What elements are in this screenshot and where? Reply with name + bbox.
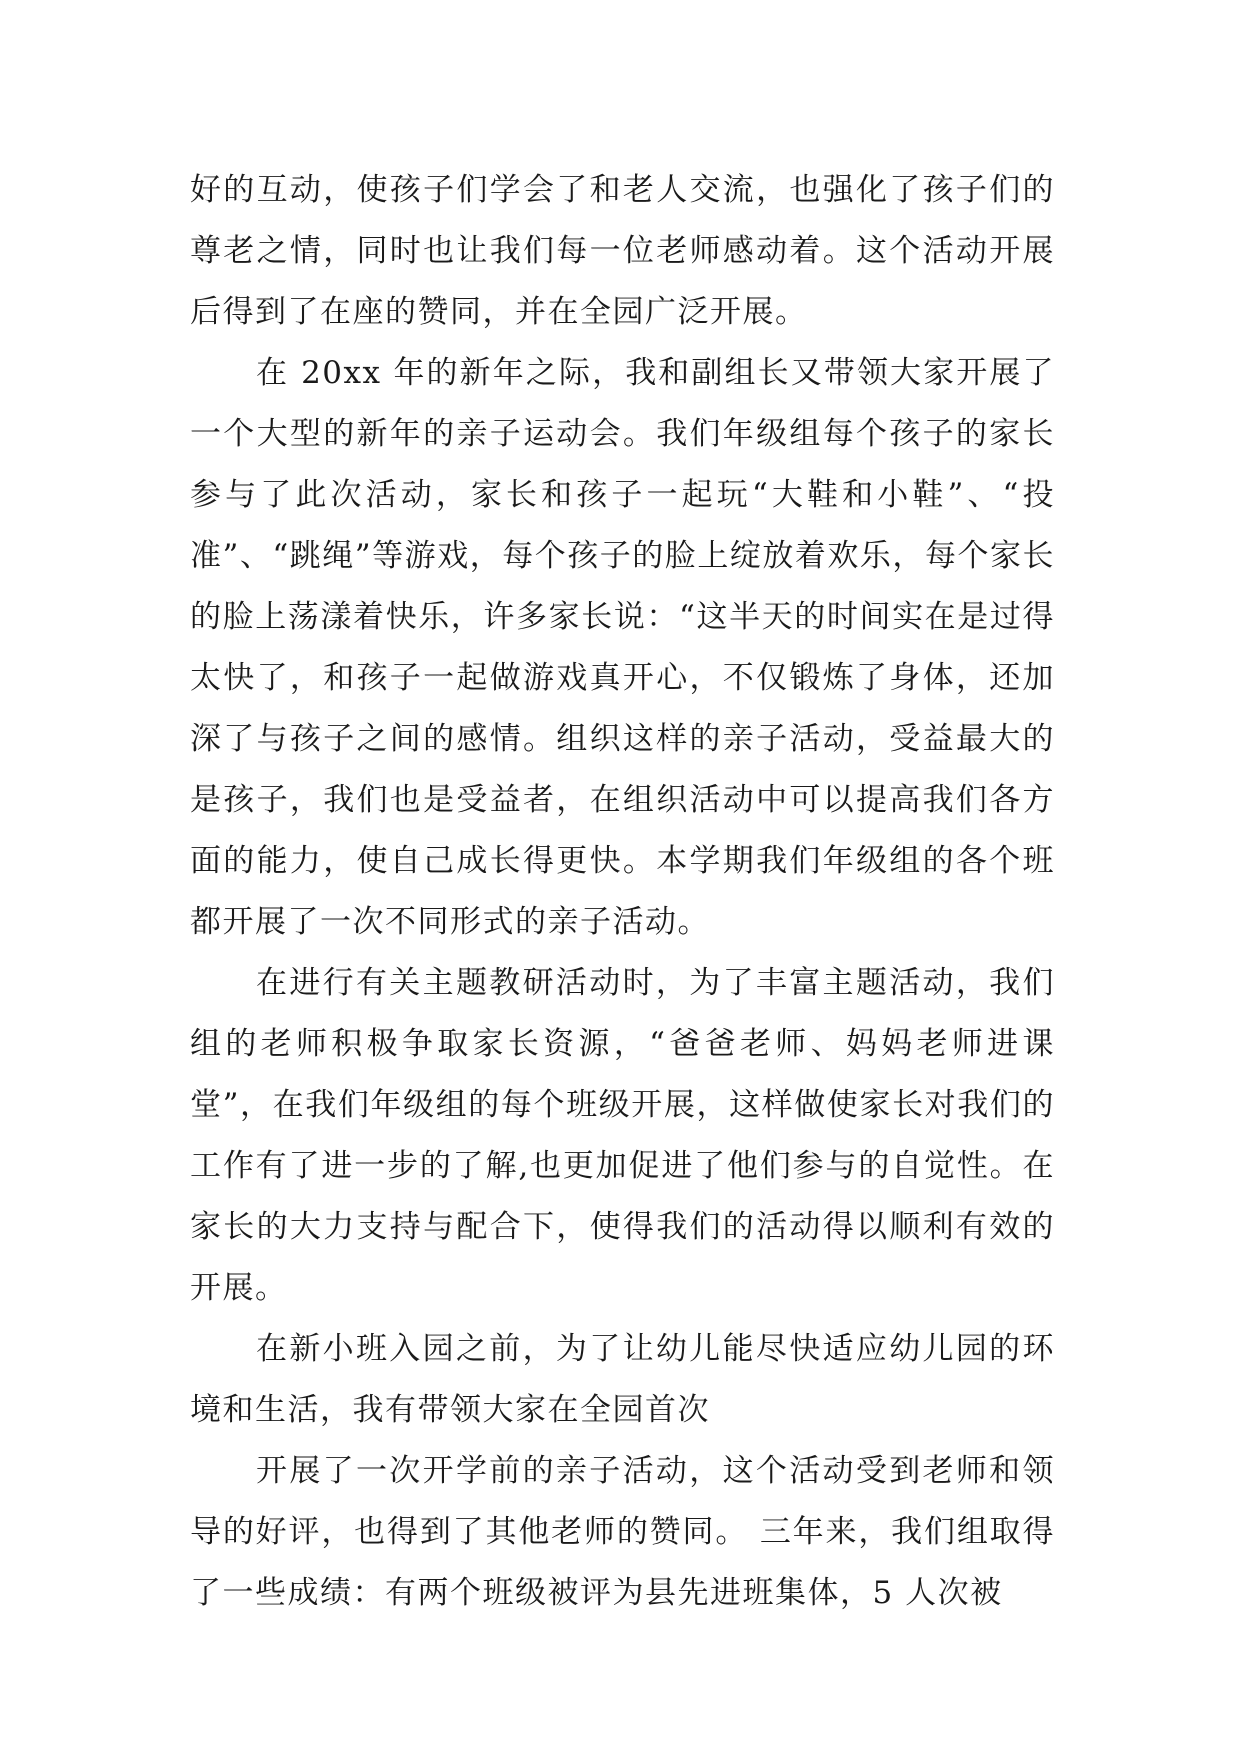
- paragraph-3: 在进行有关主题教研活动时，为了丰富主题活动，我们组的老师积极争取家长资源，“爸爸老师、妈妈老师进课堂”，在我们年级组的每个班级开展，这样做使家长对我们的工作有了进一步的了解,也更加促进了他们参与的自觉性。在家长的大力支持与配合下，使得我们的活动得以顺利有效的开展。: [190, 965, 1055, 1306]
- paragraph-2: 在 20xx 年的新年之际，我和副组长又带领大家开展了一个大型的新年的亲子运动会。我们年级组每个孩子的家长参与了此次活动，家长和孩子一起玩“大鞋和小鞋”、“投准”、“跳绳”等游戏，每个孩子的脸上绽放着欢乐，每个家长的脸上荡漾着快乐，许多家长说：“这半天的时间实在是过得太快了，和孩子一起做游戏真开心，不仅锻炼了身体，还加深了与孩子之间的感情。组织这样的亲子活动，受益最大的是孩子，我们也是受益者，在组织活动中可以提高我们各方面的能力，使自己成长得更快。本学期我们年级组的各个班都开展了一次不同形式的亲子活动。: [190, 355, 1055, 940]
- paragraph-5: 开展了一次开学前的亲子活动，这个活动受到老师和领导的好评，也得到了其他老师的赞同。 三年来，我们组取得了一些成绩：有两个班级被评为县先进班集体，5 人次被: [190, 1453, 1055, 1611]
- body-text: [190, 160, 1055, 1624]
- paragraph-1: 好的互动，使孩子们学会了和老人交流，也强化了孩子们的尊老之情，同时也让我们每一位老师感动着。这个活动开展后得到了在座的赞同，并在全园广泛开展。: [190, 172, 1055, 330]
- paragraph-4: 在新小班入园之前，为了让幼儿能尽快适应幼儿园的环境和生活，我有带领大家在全园首次: [190, 1331, 1055, 1428]
